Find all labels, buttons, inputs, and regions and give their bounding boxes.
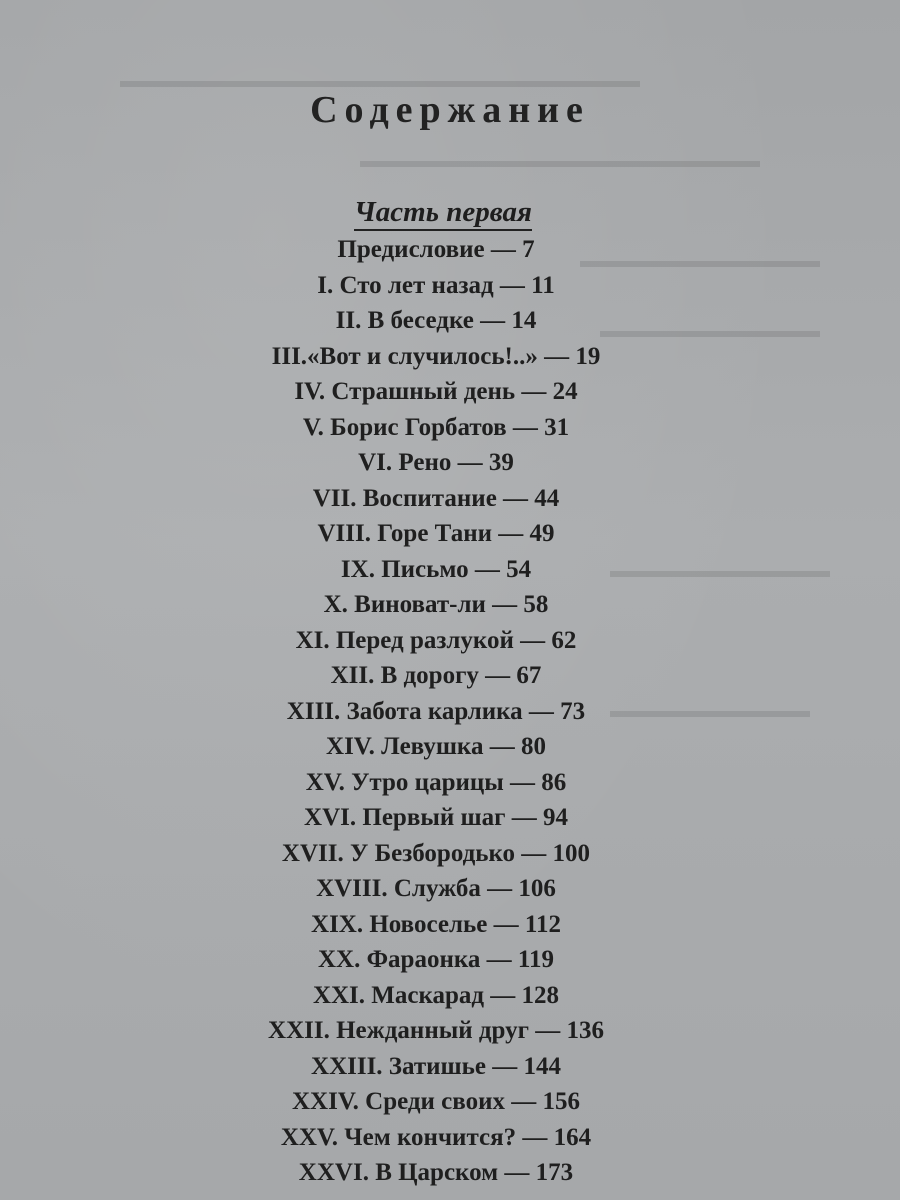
show-through-texture: ▬▬▬▬▬▬▬▬▬▬▬▬▬▬▬▬▬▬▬▬▬▬▬▬▬▬ xyxy=(120,70,640,92)
show-through-texture: ▬▬▬▬▬▬▬▬▬▬▬ xyxy=(610,560,830,582)
toc-entry-17: XVII. У Безбородько — 100 xyxy=(281,839,591,867)
toc-entry-12: XII. В дорогу — 67 xyxy=(330,662,542,689)
show-through-texture: ▬▬▬▬▬▬▬▬▬▬▬ xyxy=(600,320,820,342)
toc-entry-25: XXV. Чем кончится? — 164 xyxy=(280,1123,592,1151)
toc-entry-18: XVIII. Служба — 106 xyxy=(316,875,556,902)
toc-entry-21: XXI. Маскарад — 128 xyxy=(312,981,560,1009)
page-title: Содержание xyxy=(310,89,590,131)
show-through-texture: ▬▬▬▬▬▬▬▬▬▬▬▬ xyxy=(580,250,820,272)
toc-entry-8: VIII. Горе Тани — 49 xyxy=(317,520,555,547)
toc-entry-3: III.«Вот и случилось!..» — 19 xyxy=(271,342,601,370)
toc-entry-2: II. В беседке — 14 xyxy=(335,307,537,334)
toc-list xyxy=(0,232,872,1191)
toc-entry-16: XVI. Первый шаг — 94 xyxy=(304,804,568,831)
toc-entry-24: XXIV. Среди своих — 156 xyxy=(291,1088,581,1115)
toc-entry-19: XIX. Новоселье — 112 xyxy=(311,910,561,938)
toc-entry-11: XI. Перед разлукой — 62 xyxy=(295,626,577,654)
toc-entry-1: I. Сто лет назад — 11 xyxy=(317,271,555,299)
toc-entry-13: XIII. Забота карлика — 73 xyxy=(286,697,586,725)
part-heading-text: Часть первая xyxy=(354,196,532,231)
toc-entry-preface: Предисловие — 7 xyxy=(337,236,535,263)
toc-entry-9: IX. Письмо — 54 xyxy=(340,555,532,583)
toc-entry-4: IV. Страшный день — 24 xyxy=(294,378,578,405)
show-through-texture: ▬▬▬▬▬▬▬▬▬▬▬▬▬▬▬▬▬▬▬▬ xyxy=(360,150,760,172)
show-through-texture: ▬▬▬▬▬▬▬▬▬▬ xyxy=(610,700,810,722)
toc-entry-26: XXVI. В Царском — 173 xyxy=(298,1159,574,1186)
toc-entry-15: XV. Утро царицы — 86 xyxy=(305,768,567,796)
toc-entry-5: V. Борис Горбатов — 31 xyxy=(302,413,570,441)
toc-entry-7: VII. Воспитание — 44 xyxy=(312,484,560,512)
toc-entry-14: XIV. Левушка — 80 xyxy=(326,733,546,760)
toc-entry-20: XX. Фараонка — 119 xyxy=(317,946,555,973)
toc-entry-23: XXIII. Затишье — 144 xyxy=(311,1052,561,1080)
toc-entry-22: XXII. Нежданный друг — 136 xyxy=(268,1017,604,1044)
part-heading xyxy=(0,196,886,229)
toc-entry-6: VI. Рено — 39 xyxy=(358,449,514,476)
toc-entry-10: X. Виноват-ли — 58 xyxy=(323,591,549,618)
